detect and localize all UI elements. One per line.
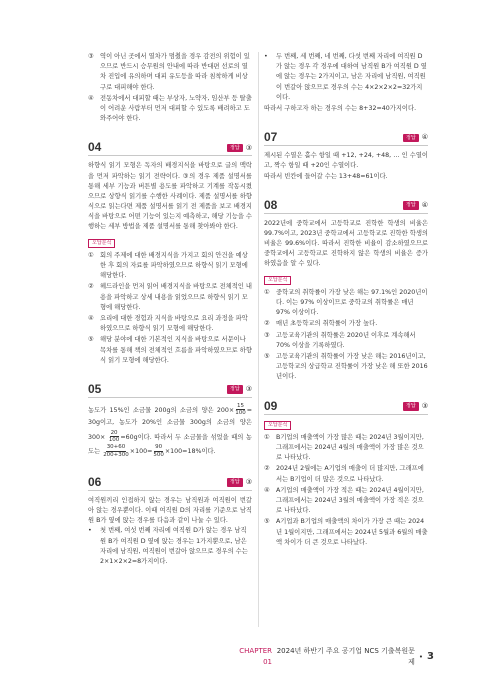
answer-tag [227, 144, 252, 153]
explanation-paragraph: 2022년에 중학교에서 고등학교로 진학한 학생의 비율은 99.7%이고, 2023년 중학교에서 고등학교로 진학한 학생의 비율은 99.6%이다. 따라서 진학한 비율이 감소하였으므로 중학교에서 고등학교로 진학하지 않은 학생의 비율은 증가하였음을 알 수 있다. [264, 219, 428, 268]
question-number: 08 [264, 197, 278, 212]
question-05 [88, 380, 252, 459]
list-item: ③ 역이 아닌 곳에서 열차가 멈췄을 경우 감전의 위험이 있으므로 반드시 승무원의 안내에 따라 반대편 선로의 열차 진입에 유의하며 대피 유도등을 따라 침착하게 비상구로 대피해야 한다. [88, 53, 250, 91]
question-04 [88, 138, 252, 366]
q06-continuation [264, 52, 428, 114]
answer-badge: 정답 [227, 385, 243, 394]
chapter-title: 2024년 하반기 주요 공기업 NCS 기출복원문제 [276, 647, 415, 667]
right-column [264, 52, 428, 562]
answer-tag [227, 478, 252, 487]
list-item: ① B기업의 매출액이 가장 많은 때는 2024년 3월이지만, 그래프에서는 2024년 4월의 매출액이 가장 많은 것으로 나타났다. [264, 433, 424, 462]
question-header [264, 196, 428, 214]
list-item: • 첫 번째, 여섯 번째 자리에 여직원 D가 앉는 경우 남직원 B가 여직원 D 옆에 앉는 경우는 1가지뿐으로, 남은 자리에 남직원, 여직원이 번갈아 앉으므로 경우의 수는 2×1×2×2=8가지이다. [88, 527, 248, 565]
list-item: ① 회의 주제에 대한 배경지식을 가지고 회의 안건을 예상한 후 회의 자료를 파악하였으므로 하향식 읽기 모형에 해당한다. [88, 251, 248, 280]
list-item: ④ 요리에 대한 경험과 지식을 바탕으로 요리 과정을 파악하였으므로 하향식 읽기 모형에 해당한다. [88, 315, 248, 333]
answer-value: ③ [245, 143, 252, 152]
list-item: ② 매년 초등학교의 취학률이 가장 높다. [264, 320, 378, 328]
question-number: 07 [264, 130, 278, 145]
footer-bullet: • [418, 652, 424, 661]
answer-value: ④ [421, 200, 428, 209]
wrong-answer-label: 오답분석 [264, 421, 291, 430]
chapter-label: CHAPTER 01 [239, 647, 273, 667]
question-number: 05 [88, 381, 102, 396]
page-number: 3 [427, 651, 434, 663]
list-item: ② 2024년 2월에는 A기업의 매출이 더 많지만, 그래프에서는 B기업이 더 많은 것으로 나타났다. [264, 465, 424, 483]
column-divider [258, 52, 259, 627]
list-item: ⑤ 해당 분야에 대한 기본적인 지식을 바탕으로 서문이나 목차를 통해 책의 전체적인 흐름을 파악하였으므로 하향식 읽기 모형에 해당한다. [88, 336, 252, 364]
answer-value: ③ [245, 478, 252, 486]
answer-tag [403, 402, 428, 411]
wrong-answer-label: 오답분석 [88, 239, 115, 248]
answer-badge: 정답 [403, 201, 419, 210]
list-item: ④ 전동차에서 대피할 때는 부상자, 노약자, 임산부 등 탈출이 어려운 사람부터 먼저 대피할 수 있도록 배려하고 도와주어야 한다. [88, 94, 252, 123]
question-header [264, 128, 428, 146]
question-number: 06 [88, 474, 102, 489]
fraction: $\frac{90}{500}$ [153, 444, 164, 458]
fraction: $\frac{15}{100}$ [235, 402, 246, 417]
list-item: • 두 번째, 세 번째, 네 번째, 다섯 번째 자리에 여직원 D가 앉는 경우 각 경우에 대하여 남직원 B가 여직원 D 옆에 앉는 경우는 2가지이고, 남은 자리에 남직원, 여직원이 번갈아 앉으므로 경우의 수는 4×2×2×2=32가지이다. [264, 53, 427, 101]
question-number: 04 [88, 140, 102, 155]
fraction: $\frac{30+60}{200+300}$ [103, 444, 129, 458]
list-item: ⑤ 고등교육기관의 취학률이 가장 낮은 해는 2016년이고, 고등학교의 상급학교 진학률이 가장 낮은 해 또한 2016년이다. [264, 353, 428, 381]
question-08 [264, 196, 428, 383]
explanation-paragraph: 여직원끼리 인접하지 않는 경우는 남직원과 여직원이 번갈아 앉는 경우뿐이다. 이때 여직원 D의 자리를 기준으로 남직원 B가 옆에 앉는 경우를 다음과 같이 나눌 수 있다. [88, 496, 252, 525]
answer-badge: 정답 [227, 478, 243, 487]
q03-continuation [88, 52, 252, 124]
fraction: $\frac{20}{100}$ [108, 429, 120, 444]
answer-value: ④ [421, 133, 428, 142]
answer-tag [227, 385, 252, 394]
answer-badge: 정답 [403, 402, 419, 411]
answer-value: ③ [245, 385, 252, 394]
question-header [88, 473, 252, 491]
answer-tag [403, 201, 428, 210]
list-item: ③ 고등교육기관의 취학률은 2020년 이후로 계속해서 70% 이상을 기록하였다. [264, 331, 416, 349]
answer-badge: 정답 [227, 144, 243, 153]
list-item: ① 중학교의 취학률이 가장 낮은 해는 97.1%인 2020년이다. 이는 97% 이상이므로 중학교의 취학률은 매년 97% 이상이다. [264, 288, 428, 317]
answer-badge: 정답 [403, 134, 419, 143]
conclusion-text: 따라서 빈칸에 들어갈 수는 13+48=61이다. [264, 172, 388, 180]
explanation-paragraph: 농도가 15%인 소금물 200g의 소금의 양은 200× $\frac{15}{100}$ = 30g이고, 농도가 20%인 소금물 300g의 소금의 양은 300× $\frac{20}{100}$ =60g이다. 따라서 두 소금물을 섞었을 때의 농도는 $\frac{30+60}{200+300}$ ×100= $\frac{90}{500}$ ×100=18%이다. [88, 402, 252, 458]
list-item: ⑤ A기업과 B기업의 매출액의 차이가 가장 큰 때는 2024년 1월이지만, 그래프에서는 2024년 5월과 6월의 매출액 차이가 더 큰 것으로 나타났다. [264, 518, 428, 546]
explanation-paragraph: 하향식 읽기 모형은 독자의 배경지식을 바탕으로 글의 맥락을 먼저 파악하는 읽기 전략이다. ③의 경우 제품 설명서를 통해 세부 기능과 버튼별 용도를 파악하고 기계를 작동시켰으므로 상향식 읽기를 수행한 사례이다. 제품 설명서를 하향식으로 읽는다면 제품 설명서를 읽기 전 제품을 보고 배경지식을 바탕으로 어떤 기능이 있는지 예측하고, 해당 기능을 수행하는 세부 방법을 제품 설명서를 통해 찾아봐야 한다. [88, 162, 253, 231]
wrong-answer-label: 오답분석 [264, 276, 291, 285]
answer-value: ③ [421, 401, 428, 410]
question-06 [88, 473, 252, 567]
answer-tag [403, 134, 428, 143]
question-number: 09 [264, 398, 278, 413]
list-item: ② 헤드라인을 먼저 읽어 배경지식을 바탕으로 전체적인 내용을 파악하고 상세 내용을 읽었으므로 하향식 읽기 모형에 해당한다. [88, 283, 252, 311]
page-footer [230, 646, 434, 669]
question-07 [264, 128, 428, 182]
question-header [88, 380, 252, 398]
list-item: ④ A기업의 매출액이 가장 적은 때는 2024년 4월이지만, 그래프에서는 2024년 3월의 매출액이 가장 적은 것으로 나타났다. [264, 486, 424, 515]
question-header [88, 138, 252, 156]
question-header [264, 397, 428, 415]
explanation-paragraph: 제시된 수열은 홀수 항일 때 +12, +24, +48, … 인 수열이고, 짝수 항일 때 +20인 수열이다. [264, 152, 428, 170]
left-column [88, 52, 252, 581]
question-09 [264, 397, 428, 548]
conclusion-text: 따라서 구하고자 하는 경우의 수는 8+32=40가지이다. [264, 104, 417, 112]
